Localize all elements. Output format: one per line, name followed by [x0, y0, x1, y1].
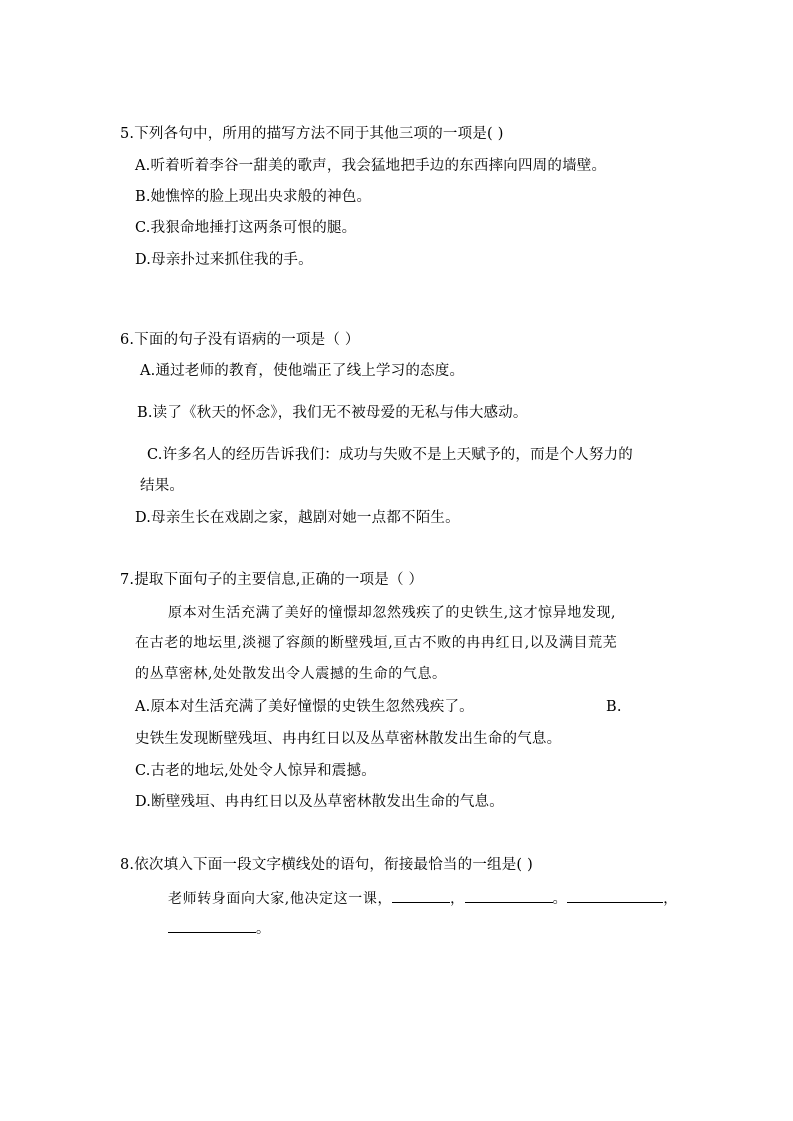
- q8-blank-2[interactable]: [465, 888, 553, 903]
- q7-option-b-text: 史铁生发现断壁残垣、冉冉红日以及丛草密林散发出生命的气息。: [135, 731, 562, 747]
- q7-option-c: C.古老的地坛,处处令人惊异和震撼。: [135, 763, 376, 779]
- q7-passage-line3: 的丛草密林,处处散发出令人震撼的生命的气息。: [135, 666, 447, 682]
- q8-blank-1[interactable]: [392, 888, 450, 903]
- q6-stem: 6.下面的句子没有语病的一项是（ ）: [120, 332, 360, 348]
- q5-option-d: D.母亲扑过来抓住我的手。: [135, 252, 313, 268]
- q6-option-c-line1: C.许多名人的经历告诉我们：成功与失败不是上天赋予的，而是个人努力的: [147, 447, 633, 463]
- q5-option-b: B.她憔悴的脸上现出央求般的神色。: [135, 189, 372, 205]
- q6-option-d: D.母亲生长在戏剧之家，越剧对她一点都不陌生。: [135, 510, 460, 526]
- q8-sep-3: ，: [663, 891, 678, 907]
- q5-stem: 5.下列各句中，所用的描写方法不同于其他三项的一项是( ): [120, 126, 504, 142]
- q8-passage-line1: [168, 888, 678, 909]
- q6-option-c-line2: 结果。: [140, 478, 185, 494]
- q8-passage-start: 老师转身面向大家,他决定这一课，: [168, 891, 393, 907]
- q5-option-a: A.听着听着李谷一甜美的歌声，我会猛地把手边的东西摔向四周的墙壁。: [135, 158, 607, 174]
- q6-option-a: A.通过老师的教育，使他端正了线上学习的态度。: [140, 363, 465, 379]
- q8-sep-1: ，: [450, 891, 465, 907]
- q8-blank-3[interactable]: [567, 888, 663, 903]
- q7-option-b-label: B.: [606, 699, 622, 715]
- q8-passage-line2: [168, 918, 271, 939]
- q5-option-c: C.我狠命地捶打这两条可恨的腿。: [135, 220, 357, 236]
- q7-passage-line2: 在古老的地坛里,淡褪了容颜的断壁残垣,亘古不败的冉冉红日,以及满目荒芜: [135, 635, 618, 651]
- q8-blank-4[interactable]: [168, 918, 256, 933]
- q8-end: 。: [256, 921, 271, 937]
- q7-stem: 7.提取下面句子的主要信息,正确的一项是（ ）: [120, 572, 424, 588]
- q8-stem: 8.依次填入下面一段文字横线处的语句，衔接最恰当的一组是( ): [120, 857, 533, 873]
- q7-option-a: A.原本对生活充满了美好憧憬的史铁生忽然残疾了。: [135, 699, 474, 715]
- q8-sep-2: 。: [552, 891, 568, 907]
- q7-passage-line1: 原本对生活充满了美好的憧憬却忽然残疾了的史铁生,这才惊异地发现,: [168, 605, 617, 621]
- q7-option-d: D.断壁残垣、冉冉红日以及丛草密林散发出生命的气息。: [135, 794, 504, 810]
- q6-option-b: B.读了《秋天的怀念》，我们无不被母爱的无私与伟大感动。: [137, 405, 528, 421]
